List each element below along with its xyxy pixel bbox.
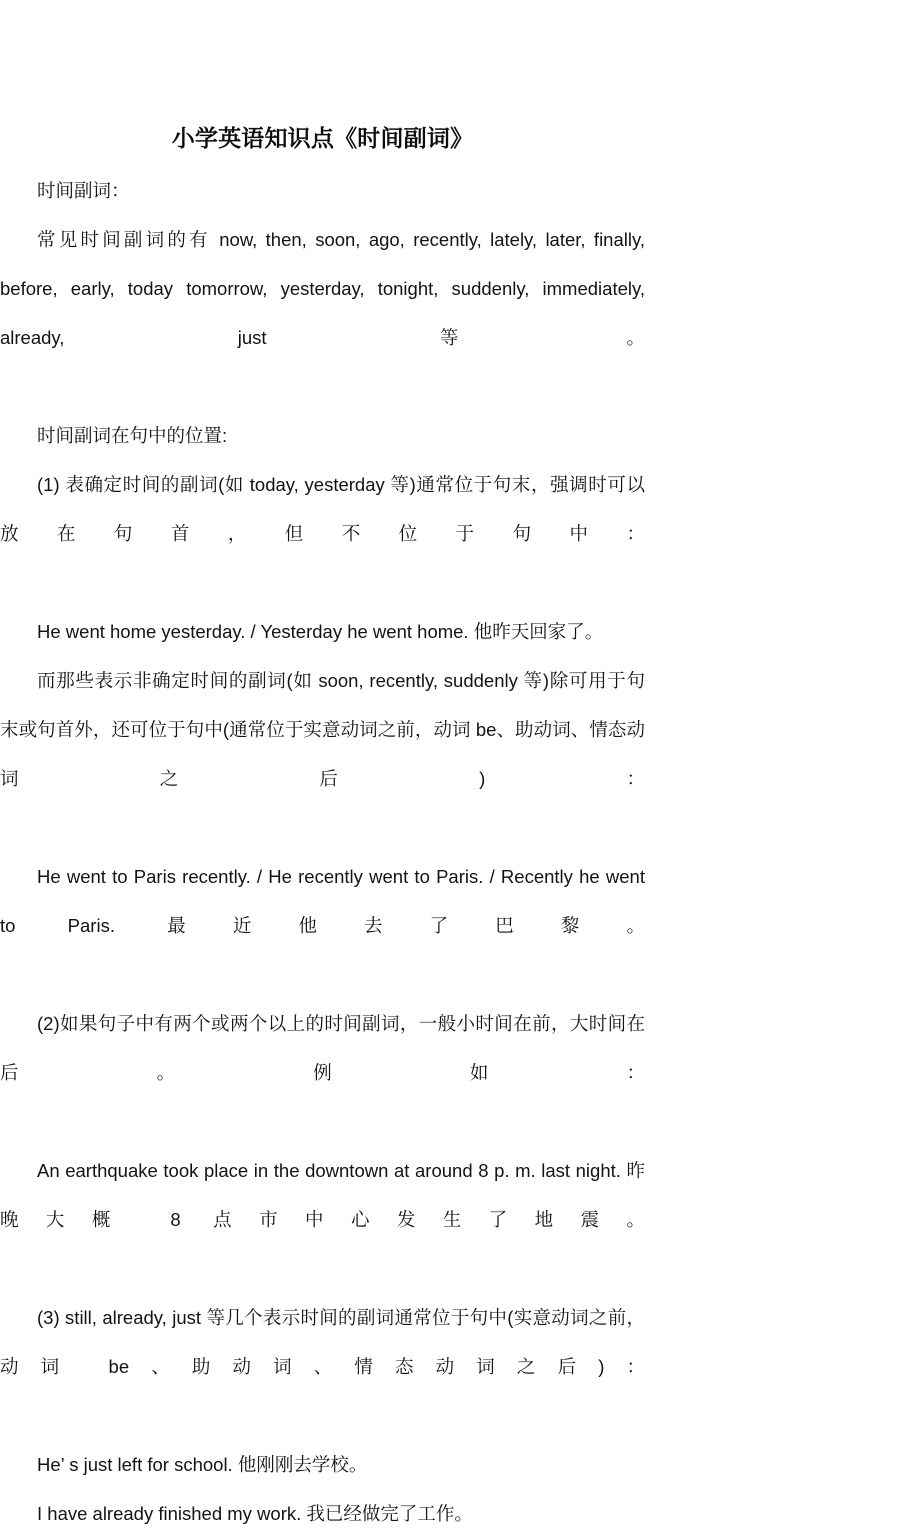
paragraph-example-4: He’ s just left for school. 他刚刚去学校。: [37, 1454, 368, 1475]
paragraph-example-1: He went home yesterday. / Yesterday he went home. 他昨天回家了。: [37, 621, 604, 642]
paragraph-example-2: He went to Paris recently. / He recently went to Paris. / Recently he went to Paris. 最近他去了巴黎。: [0, 866, 645, 936]
paragraph-rule-3: (3) still, already, just 等几个表示时间的副词通常位于句中(实意动词之前，动词 be、助动词、情态动词之后)：: [0, 1307, 645, 1377]
paragraph-example-3: An earthquake took place in the downtown at around 8 p. m. last night. 昨晚大概 8 点市中心发生了地震。: [0, 1160, 645, 1230]
paragraph-example-5: I have already finished my work. 我已经做完了工作。: [37, 1503, 473, 1524]
paragraph-position-label: 时间副词在句中的位置:: [37, 425, 228, 446]
paragraph-rule-1b: 而那些表示非确定时间的副词(如 soon, recently, suddenly 等)除可用于句末或句首外，还可位于句中(通常位于实意动词之前，动词 be、助动词、情态动词之后)：: [0, 670, 645, 789]
paragraph-common-adverbs: 常见时间副词的有 now, then, soon, ago, recently, lately, later, finally, before, early, today tomorrow, yesterday, tonight, suddenly, immediately, already, just 等。: [0, 229, 645, 348]
page-title: 小学英语知识点《时间副词》: [171, 125, 474, 151]
paragraph-rule-1: (1) 表确定时间的副词(如 today, yesterday 等)通常位于句末，强调时可以放在句首，但不位于句中：: [0, 474, 645, 544]
paragraph-rule-2: (2)如果句子中有两个或两个以上的时间副词，一般小时间在前，大时间在后。例如：: [0, 1013, 645, 1083]
paragraph-heading-label: 时间副词：: [37, 180, 130, 201]
document-body: [0, 166, 645, 1538]
